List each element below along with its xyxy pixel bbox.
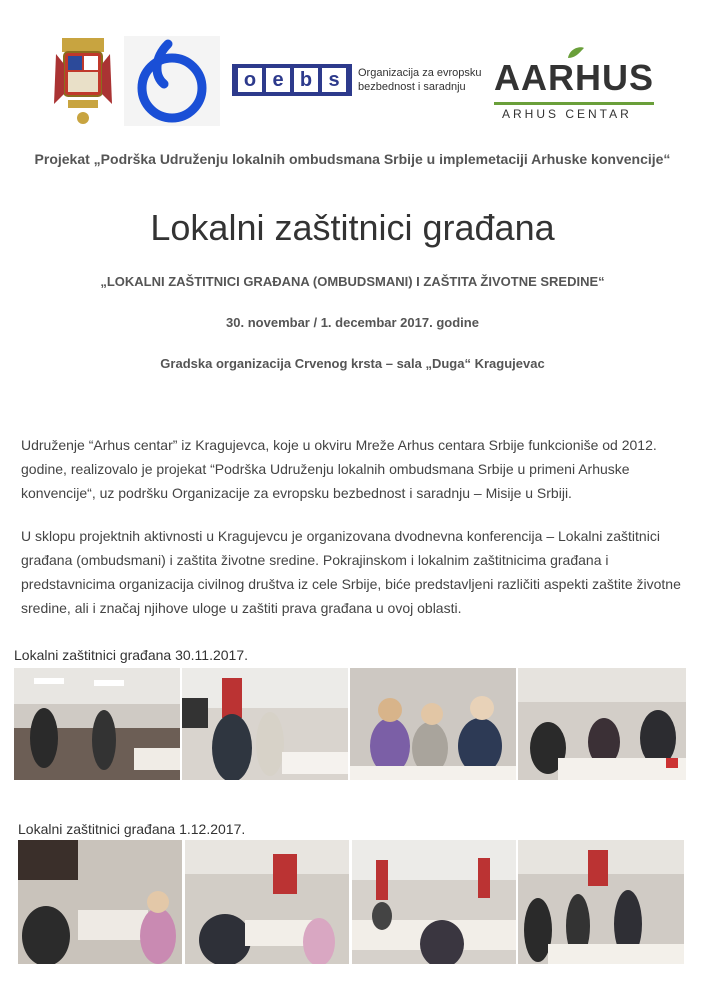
ombudsman-association-icon	[124, 36, 220, 126]
oebs-text-line2: bezbednost i saradnju	[358, 81, 466, 93]
gallery-photo[interactable]	[518, 840, 684, 964]
gallery-photo[interactable]	[14, 668, 180, 780]
gallery-title: Lokalni zaštitnici građana 30.11.2017.	[14, 647, 249, 663]
gallery-photo[interactable]	[518, 668, 686, 780]
aarhus-title: AARHUS	[494, 57, 655, 98]
oebs-letter: s	[322, 68, 346, 92]
aarhus-divider	[494, 102, 654, 105]
oebs-text	[358, 66, 482, 94]
gallery-photo[interactable]	[182, 668, 348, 780]
oebs-letter: o	[238, 68, 262, 92]
oebs-letter: e	[266, 68, 290, 92]
coat-of-arms-icon	[48, 34, 118, 128]
aarhus-subtitle: ARHUS CENTAR	[502, 107, 632, 121]
gallery-photo[interactable]	[352, 840, 516, 964]
oebs-letters	[232, 64, 352, 96]
oebs-logo	[232, 64, 492, 100]
conference-date: 30. novembar / 1. decembar 2017. godine	[226, 315, 479, 330]
oebs-text-line1: Organizacija za evropsku	[358, 67, 482, 79]
oebs-letter: b	[294, 68, 318, 92]
gallery-photo[interactable]	[18, 840, 182, 964]
gallery-title: Lokalni zaštitnici građana 1.12.2017.	[18, 821, 246, 837]
aarhus-logo	[494, 46, 654, 126]
project-title: Projekat „Podrška Udruženju lokalnih ombudsmana Srbije u implemetaciji Arhuske konvencije“	[34, 151, 671, 167]
gallery-photo[interactable]	[185, 840, 349, 964]
paragraph-intro: Udruženje “Arhus centar” iz Kragujevca, koje u okviru Mreže Arhus centara Srbije funkcioniše od 2012. godine, realizovalo je projekat “Podrška Udruženju lokalnih ombudsmana Srbije u primeni Arhuske konvencije“, uz podršku Organizacije za evropsku bezbednost i saradnju – Misije u Srbiji.	[21, 437, 657, 501]
gallery-photo[interactable]	[350, 668, 516, 780]
conference-title: „LOKALNI ZAŠTITNICI GRAĐANA (OMBUDSMANI) I ZAŠTITA ŽIVOTNE SREDINE“	[100, 274, 605, 289]
page-title: Lokalni zaštitnici građana	[150, 207, 555, 248]
conference-venue: Gradska organizacija Crvenog krsta – sala „Duga“ Kragujevac	[160, 356, 545, 371]
logo-bar	[0, 28, 705, 128]
paragraph-activities: U sklopu projektnih aktivnosti u Kragujevcu je organizovana dvodnevna konferencija – Lokalni zaštitnici građana (ombudsmani) i zaštita životne sredine. Pokrajinskom i lokalnim zaštitnicima građana i predstavnicima organizacija civilnog društva iz cele Srbije, biće predstavljeni različiti aspekti zaštite životne sredine, ali i značaj njihove uloge u zaštiti prava građana u ovoj oblasti.	[21, 528, 681, 616]
